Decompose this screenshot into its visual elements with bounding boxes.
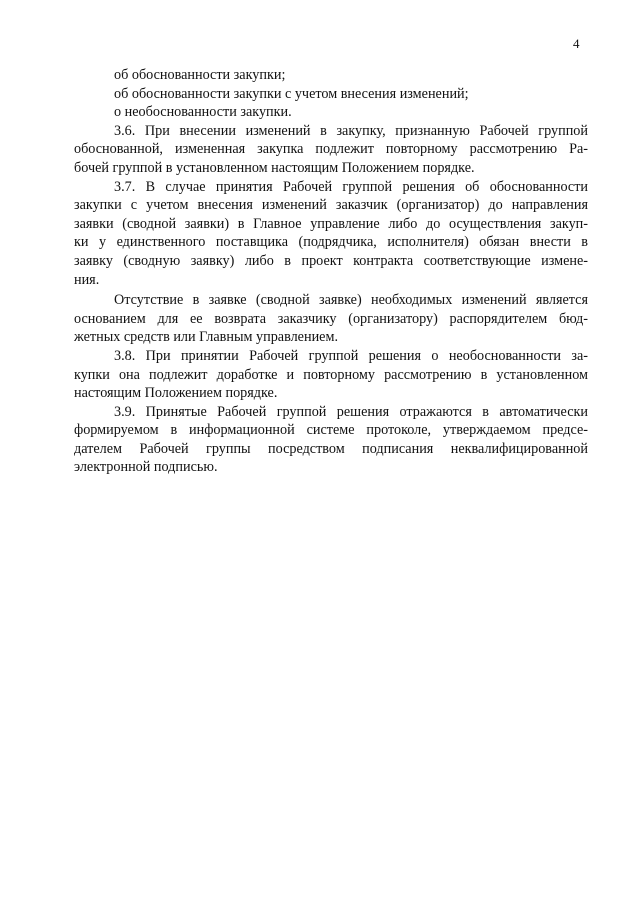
paragraph-3-9-line: электронной подписью. — [74, 459, 218, 476]
paragraph-3-9-line: 3.9. Принятые Рабочей группой решения отражаются в автоматически — [114, 403, 588, 420]
paragraph-3-7-line: 3.7. В случае принятия Рабочей группой решения об обоснованности — [114, 178, 588, 195]
paragraph-3-7-line: ния. — [74, 271, 100, 288]
paragraph-3-7-line: заявки (сводной заявки) в Главное управление либо до осуществления закуп- — [74, 215, 588, 232]
list-item: об обоснованности закупки с учетом внесения изменений; — [114, 85, 469, 102]
document-body — [74, 66, 588, 477]
paragraph-3-7-line: заявку (сводную заявку) либо в проект контракта соответствующие измене- — [74, 252, 588, 269]
paragraph-absence-line: Отсутствие в заявке (сводной заявке) необходимых изменений является — [114, 292, 588, 309]
paragraph-3-6-line: 3.6. При внесении изменений в закупку, признанную Рабочей группой — [114, 122, 588, 139]
paragraph-3-8-line: 3.8. При принятии Рабочей группой решения о необоснованности за- — [114, 347, 588, 364]
page-number: 4 — [573, 36, 580, 51]
paragraph-3-6-line: обоснованной, измененная закупка подлежит повторному рассмотрению Ра- — [74, 141, 588, 158]
paragraph-absence-line: жетных средств или Главным управлением. — [74, 329, 338, 346]
list-item: о необоснованности закупки. — [114, 104, 292, 121]
paragraph-3-7-line: ки у единственного поставщика (подрядчика, исполнителя) обязан внести в — [74, 234, 588, 251]
paragraph-absence-line: основанием для ее возврата заказчику (организатору) распорядителем бюд- — [74, 310, 588, 327]
paragraph-3-7-line: закупки с учетом внесения изменений заказчик (организатор) до направления — [74, 197, 588, 214]
list-item: об обоснованности закупки; — [114, 67, 286, 83]
paragraph-3-8-line: настоящим Положением порядке. — [74, 385, 278, 402]
paragraph-3-8-line: купки она подлежит доработке и повторному рассмотрению в установленном — [74, 366, 588, 383]
paragraph-3-6-line: бочей группой в установленном настоящим Положением порядке. — [74, 159, 475, 176]
paragraph-3-9-line: дателем Рабочей группы посредством подписания неквалифицированной — [74, 440, 588, 457]
paragraph-3-9-line: формируемом в информационной системе протоколе, утверждаемом предсе- — [74, 422, 588, 439]
